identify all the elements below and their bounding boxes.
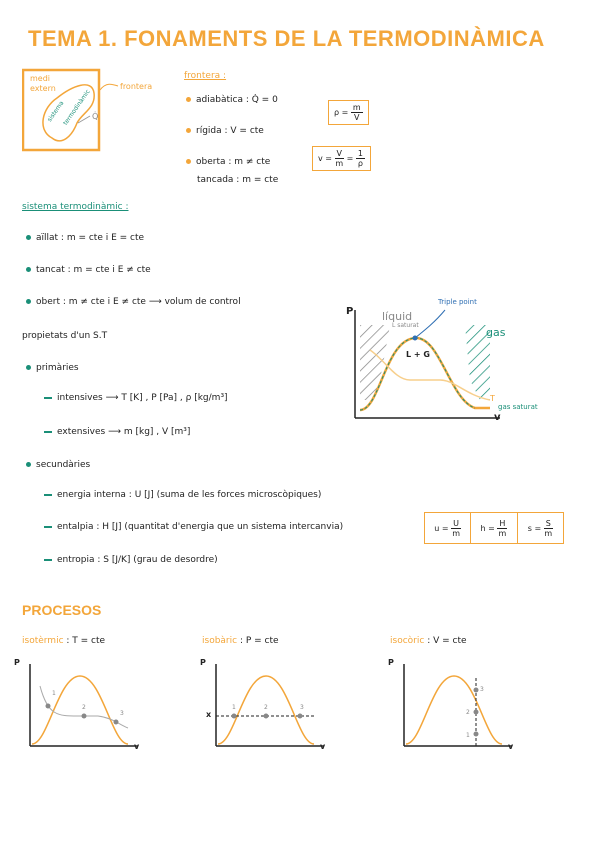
isobaric-pt3: 3 <box>300 704 304 711</box>
sistema-item: obert : m ≠ cte i E ≠ cte ⟶ volum de control <box>26 297 241 307</box>
sistema-heading: sistema termodinàmic : <box>22 202 129 212</box>
termodinamic-label: termodinàmic <box>62 88 92 127</box>
isocoric-pt3: 3 <box>480 686 484 693</box>
specific-u: u = $\frac{U}{m}$ <box>425 513 471 543</box>
t-label: T <box>490 394 495 403</box>
density-formula-box: ρ = $\frac{m}{V}$ <box>328 100 369 125</box>
frontera-item: tancada : m = cte <box>197 175 279 185</box>
extern-label: extern <box>30 84 56 93</box>
isocoric-pt1: 1 <box>466 732 470 739</box>
frontera-item: adiabàtica : Q̇ = 0 <box>186 95 278 105</box>
specific-h: h = $\frac{H}{m}$ <box>471 513 517 543</box>
isotermic-p: P <box>14 658 20 667</box>
specific-volume-box: v = $\frac{V}{m}$ = $\frac{1}{\rho}$ <box>312 146 371 171</box>
specific-properties-box <box>424 512 564 544</box>
isocoric-pt2: 2 <box>466 709 470 716</box>
triple-label: Triple point <box>438 298 477 306</box>
energia-line: energia interna : U [J] (suma de les forces microscòpiques) <box>44 490 321 500</box>
sistema-item: tancat : m = cte i E ≠ cte <box>26 265 151 275</box>
frontera-item: rígida : V = cte <box>186 126 264 136</box>
specific-s: s = $\frac{S}{m}$ <box>527 518 553 538</box>
lg-label: L + G <box>406 350 430 359</box>
isotermic-pt1: 1 <box>52 690 56 697</box>
isotermic-pt2: 2 <box>82 704 86 711</box>
extensives-line: extensives ⟶ m [kg] , V [m³] <box>44 427 190 437</box>
procesos-heading: PROCESOS <box>22 602 102 618</box>
pv-v-label: v <box>494 412 501 423</box>
frontera-item: oberta : m ≠ cte <box>186 157 270 167</box>
gas-label: gas <box>486 326 506 339</box>
isocoric-p: P <box>388 658 394 667</box>
isocoric-diagram <box>392 656 522 756</box>
medi-label: medi <box>30 74 51 83</box>
frontera-heading: frontera : <box>184 71 227 81</box>
propietats-heading: propietats d'un S.T <box>22 331 108 341</box>
primaries-label: primàries <box>26 363 79 373</box>
isotermic-v: v <box>134 742 140 751</box>
secundaries-label: secundàries <box>26 460 90 470</box>
frontera-arrow <box>100 84 118 90</box>
gsat-label: gas saturat <box>498 403 538 411</box>
frontera-label: frontera <box>120 82 153 91</box>
lsat-label: L saturat <box>392 322 419 329</box>
isocoric-title: isocòric : V = cte <box>390 636 467 646</box>
isobaric-p: P <box>200 658 206 667</box>
isotermic-pt3: 3 <box>120 710 124 717</box>
isobaric-pt1: 1 <box>232 704 236 711</box>
isotermic-title: isotèrmic : T = cte <box>22 636 106 646</box>
liquid-label: líquid <box>382 310 413 323</box>
liquid-region <box>360 325 390 400</box>
pv-p-label: P <box>346 306 354 317</box>
sistema-label: sistema <box>46 99 66 124</box>
sistema-item: aïllat : m = cte i E = cte <box>26 233 144 243</box>
entalpia-line: entalpia : H [J] (quantitat d'energia que un sistema intercanvia) <box>44 522 343 532</box>
page-title: TEMA 1. FONAMENTS DE LA TERMODINÀMICA <box>28 26 545 51</box>
triple-pointer <box>415 310 445 338</box>
triple-point <box>413 336 418 341</box>
isobaric-pt2: 2 <box>264 704 268 711</box>
isobaric-x: x <box>206 710 212 719</box>
entropia-line: entropia : S [J/K] (grau de desordre) <box>44 555 218 565</box>
isobaric-diagram <box>204 656 334 756</box>
isobaric-title: isobàric : P = cte <box>202 636 279 646</box>
isocoric-v: v <box>508 742 514 751</box>
intensives-line: intensives ⟶ T [K] , P [Pa] , ρ [kg/m³] <box>44 393 228 403</box>
q-label: Q̇ <box>92 112 99 121</box>
isobaric-v: v <box>320 742 326 751</box>
